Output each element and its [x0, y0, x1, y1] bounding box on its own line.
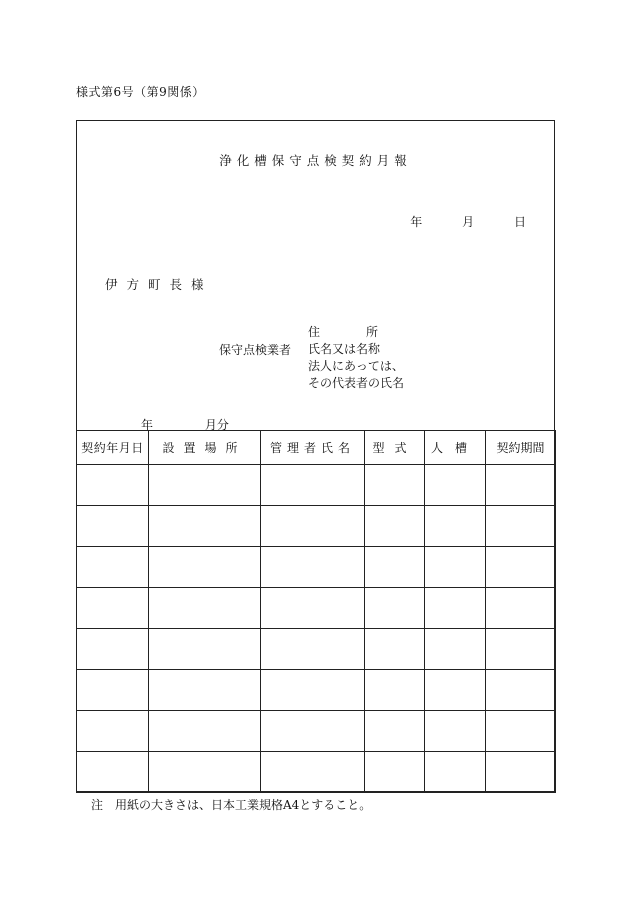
table-cell[interactable] [77, 670, 149, 711]
report-month-label: 月分 [204, 418, 229, 432]
table-row [77, 752, 556, 793]
form-number: 様式第6号（第9関係） [76, 85, 205, 99]
header-installation-place: 設置場所 [149, 431, 261, 465]
table-cell[interactable] [486, 506, 556, 547]
address-label-part-2: 所 [366, 325, 379, 339]
table-cell[interactable] [149, 629, 261, 670]
table-cell[interactable] [77, 711, 149, 752]
table-cell[interactable] [486, 629, 556, 670]
table-cell[interactable] [486, 465, 556, 506]
corporation-note-line-1: 法人にあっては、 [308, 359, 404, 373]
table-cell[interactable] [365, 629, 425, 670]
table-cell[interactable] [261, 629, 365, 670]
contract-table [76, 430, 556, 793]
table-row [77, 711, 556, 752]
date-month-label: 月 [462, 215, 475, 229]
report-year-label: 年 [141, 418, 154, 432]
table-cell[interactable] [261, 588, 365, 629]
table-cell[interactable] [365, 752, 425, 793]
table-cell[interactable] [425, 711, 486, 752]
table-cell[interactable] [149, 506, 261, 547]
table-cell[interactable] [365, 711, 425, 752]
table-cell[interactable] [365, 588, 425, 629]
table-body [77, 465, 556, 793]
table-cell[interactable] [149, 711, 261, 752]
footnote: 注 用紙の大きさは、日本工業規格A4とすること。 [91, 798, 372, 812]
table-cell[interactable] [425, 465, 486, 506]
table-cell[interactable] [365, 465, 425, 506]
table-row [77, 506, 556, 547]
table-cell[interactable] [149, 588, 261, 629]
table-cell[interactable] [425, 547, 486, 588]
table-row [77, 588, 556, 629]
header-contract-date: 契約年月日 [77, 431, 149, 465]
table-cell[interactable] [261, 711, 365, 752]
date-day-label: 日 [513, 215, 526, 229]
report-form [76, 120, 555, 792]
table-cell[interactable] [77, 547, 149, 588]
table-row [77, 670, 556, 711]
table-cell[interactable] [149, 547, 261, 588]
table-cell[interactable] [77, 465, 149, 506]
table-cell[interactable] [425, 629, 486, 670]
table-cell[interactable] [149, 752, 261, 793]
address-label-part-1: 住 [308, 325, 321, 339]
date-line [410, 213, 526, 230]
table-cell[interactable] [365, 547, 425, 588]
table-cell[interactable] [261, 752, 365, 793]
table-cell[interactable] [261, 670, 365, 711]
header-contract-period: 契約期間 [486, 431, 556, 465]
table-row [77, 629, 556, 670]
table-header-row [77, 431, 556, 465]
inspector-fields [308, 324, 404, 392]
table-cell[interactable] [149, 465, 261, 506]
corporation-note-line-2: その代表者の氏名 [308, 376, 405, 390]
name-label: 氏名又は名称 [308, 342, 381, 356]
table-cell[interactable] [365, 670, 425, 711]
table-cell[interactable] [261, 465, 365, 506]
table-row [77, 547, 556, 588]
table-cell[interactable] [77, 506, 149, 547]
table-row [77, 465, 556, 506]
table-cell[interactable] [486, 711, 556, 752]
table-cell[interactable] [77, 752, 149, 793]
table-cell[interactable] [77, 588, 149, 629]
table-cell[interactable] [425, 588, 486, 629]
table-cell[interactable] [261, 506, 365, 547]
addressee: 伊方町長様 [105, 277, 213, 292]
form-title: 浄化槽保守点検契約月報 [219, 153, 412, 168]
table-cell[interactable] [486, 670, 556, 711]
table-cell[interactable] [425, 670, 486, 711]
header-manager-name: 管理者氏名 [261, 431, 365, 465]
table-cell[interactable] [486, 752, 556, 793]
header-model: 型式 [365, 431, 425, 465]
table-cell[interactable] [425, 752, 486, 793]
table-cell[interactable] [486, 588, 556, 629]
date-year-label: 年 [410, 215, 423, 229]
address-label [308, 324, 404, 341]
table-cell[interactable] [425, 506, 486, 547]
table-cell[interactable] [365, 506, 425, 547]
table-cell[interactable] [486, 547, 556, 588]
table-cell[interactable] [77, 629, 149, 670]
table-cell[interactable] [149, 670, 261, 711]
inspector-label: 保守点検業者 [219, 343, 292, 357]
header-capacity: 人槽 [425, 431, 486, 465]
table-cell[interactable] [261, 547, 365, 588]
